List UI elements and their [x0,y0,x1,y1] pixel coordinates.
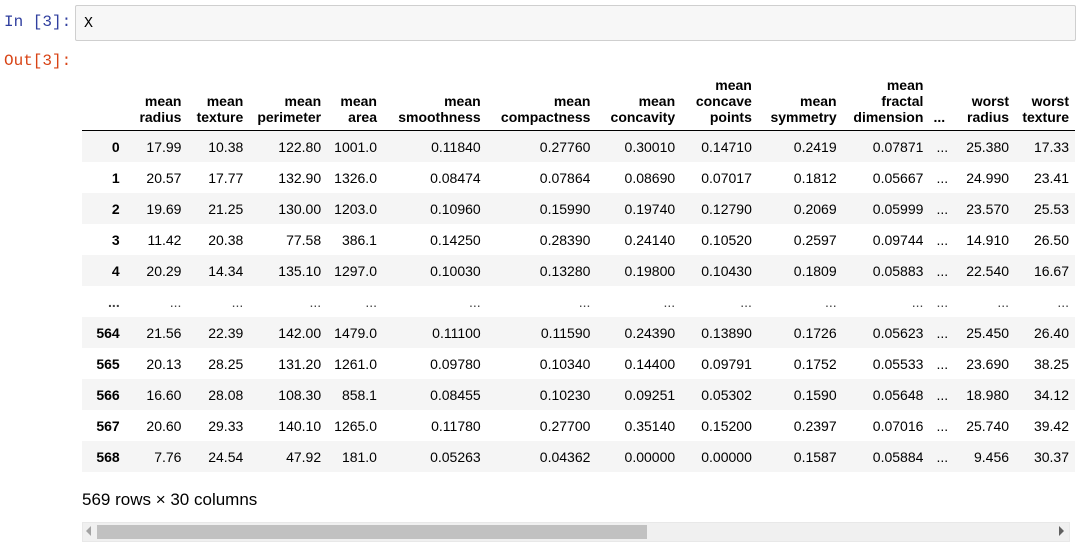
table-cell: 17.77 [208,169,244,186]
table-cell: 0.2069 [793,200,837,217]
column-header-line: worst [1031,93,1069,109]
column-header [126,66,188,131]
table-cell: 38.25 [1033,355,1069,372]
table-row [82,255,1075,286]
table-cell: 0.10520 [701,231,752,248]
column-header-line: mean [340,93,377,109]
table-cell: 0.1587 [793,448,837,465]
table-cell: 21.25 [208,200,244,217]
table-cell: ... [936,138,949,155]
column-header-line: mean [886,77,924,93]
table-cell: 135.10 [278,262,322,279]
table-cell: 0.14250 [430,231,481,248]
table-cell: 0.30010 [624,138,676,155]
dataframe-table [82,66,1075,472]
table-cell: 0.13280 [539,262,591,279]
table-cell: 21.56 [146,324,182,341]
table-cell: 0.15200 [701,417,752,434]
column-header [249,66,327,131]
table-cell: 132.90 [278,169,322,186]
table-cell: 7.76 [154,448,182,465]
table-cell: 0.07016 [872,417,924,434]
table-cell: 1203.0 [334,200,377,217]
column-header-line: perimeter [257,109,322,125]
table-cell: 0.07017 [701,169,752,186]
table-cell: 0.08690 [624,169,676,186]
table-cell: ... [469,293,481,310]
column-header [681,66,758,131]
horizontal-scrollbar[interactable] [82,522,1070,542]
table-cell: ... [997,293,1010,310]
column-header-line: texture [196,109,244,125]
table-cell: 0.2419 [793,138,837,155]
table-cell: 131.20 [278,355,322,372]
table-cell: 25.53 [1033,200,1069,217]
dataframe-output [82,66,1075,546]
table-cell: 0.04362 [539,448,591,465]
table-cell: 0.05648 [872,386,924,403]
table-cell: 0.11840 [431,138,481,155]
table-cell: 0.1812 [793,169,837,186]
table-cell: 20.13 [146,355,182,372]
table-cell: 17.33 [1033,138,1069,155]
table-cell: 0.05302 [701,386,752,403]
table-cell: 28.25 [208,355,244,372]
column-header [383,66,487,131]
table-cell: 0.05533 [872,355,924,372]
table-cell: 24.990 [966,169,1010,186]
table-cell: 0.09791 [701,355,752,372]
row-index: 566 [96,386,120,403]
column-header [843,66,930,131]
table-cell: 0.05263 [430,448,481,465]
table-cell: 25.740 [966,417,1010,434]
table-row [82,410,1075,441]
table-cell: ... [309,293,322,310]
table-cell: 0.10960 [430,200,481,217]
table-cell: 0.28390 [539,231,591,248]
table-cell: 0.24140 [624,231,676,248]
table-cell: ... [740,293,752,310]
table-cell: ... [936,448,949,465]
table-cell: 0.10230 [539,386,591,403]
table-cell: 0.05883 [872,262,924,279]
table-cell: 0.1590 [793,386,837,403]
table-cell: 0.12790 [701,200,752,217]
table-cell: 0.2397 [793,417,837,434]
row-index: 3 [111,231,120,248]
table-cell: 16.67 [1033,262,1069,279]
column-header [929,66,955,131]
column-header-line: area [348,109,377,125]
column-header-line: compactness [500,109,591,125]
index-header [82,66,126,131]
table-cell: 20.29 [146,262,182,279]
table-row [82,193,1075,224]
row-index: 567 [96,417,120,434]
table-cell: ... [936,355,949,372]
table-cell: 0.09251 [624,386,676,403]
table-cell: 0.07864 [539,169,591,186]
table-cell: 122.80 [278,138,322,155]
table-cell: ... [365,293,377,310]
row-index: 4 [111,262,120,279]
table-cell: 16.60 [146,386,182,403]
table-row [82,379,1075,410]
table-cell: ... [936,200,949,217]
column-header-line: mean [800,93,837,109]
table-cell: ... [663,293,676,310]
table-cell: 0.07871 [872,138,924,155]
table-cell: ... [911,293,924,310]
table-cell: 1297.0 [334,262,377,279]
table-cell: ... [936,293,949,310]
table-row [82,131,1075,163]
column-header [1015,66,1075,131]
table-cell: 23.690 [966,355,1010,372]
table-cell: 0.27700 [539,417,591,434]
table-header-row [82,66,1075,131]
row-index: 0 [111,138,120,155]
row-index: 1 [111,169,120,186]
table-cell: 1479.0 [334,324,377,341]
table-cell: 0.10340 [539,355,591,372]
table-cell: 0.1809 [793,262,837,279]
table-cell: 140.10 [278,417,322,434]
table-cell: 0.15990 [539,200,591,217]
table-cell: ... [936,324,949,341]
table-cell: 34.12 [1033,386,1069,403]
table-cell: 0.09780 [430,355,481,372]
table-cell: 10.38 [208,138,244,155]
table-cell: 20.38 [208,231,244,248]
table-cell: 142.00 [278,324,322,341]
table-cell: 47.92 [286,448,322,465]
code-input-cell[interactable]: X [75,5,1076,41]
table-cell: 108.30 [278,386,322,403]
scrollbar-thumb[interactable] [97,525,647,539]
table-cell: 0.11590 [540,324,591,341]
table-cell: 1261.0 [334,355,377,372]
table-cell: 0.27760 [539,138,591,155]
table-cell: 77.58 [286,231,322,248]
table-cell: 0.00000 [701,448,752,465]
table-cell: 25.380 [966,138,1010,155]
table-cell: 858.1 [341,386,377,403]
column-header-line: points [709,109,752,125]
table-cell: 0.05667 [872,169,924,186]
table-cell: 39.42 [1033,417,1069,434]
table-cell: 0.00000 [624,448,676,465]
table-cell: 23.41 [1033,169,1069,186]
table-cell: 0.05999 [872,200,924,217]
table-row [82,286,1075,317]
table-cell: ... [936,262,949,279]
table-cell: ... [231,293,244,310]
table-cell: 0.11780 [431,417,481,434]
table-cell: 20.60 [146,417,182,434]
table-cell: 0.10030 [430,262,481,279]
table-cell: 24.54 [208,448,244,465]
column-header [187,66,249,131]
row-index: 565 [96,355,120,372]
table-cell: 29.33 [208,417,244,434]
table-cell: ... [578,293,591,310]
column-header [955,66,1015,131]
table-cell: 0.19740 [624,200,676,217]
table-cell: 181.0 [341,448,377,465]
row-index: 568 [96,448,120,465]
table-cell: 20.57 [146,169,182,186]
column-header-line: concavity [610,109,676,125]
table-cell: 28.08 [208,386,244,403]
column-header-line: dimension [853,109,924,125]
column-header-line: worst [971,93,1010,109]
table-cell: 18.980 [966,386,1010,403]
table-cell: 1265.0 [334,417,377,434]
table-cell: 9.456 [973,448,1010,465]
column-header [487,66,597,131]
table-cell: 0.14710 [701,138,752,155]
row-index: 2 [111,200,120,217]
table-cell: ... [936,169,949,186]
table-cell: 26.40 [1033,324,1069,341]
table-row [82,348,1075,379]
table-cell: 0.1726 [793,324,837,341]
column-header-line: concave [695,93,752,109]
table-cell: 14.34 [208,262,244,279]
table-cell: ... [936,417,949,434]
column-header [596,66,681,131]
row-index: 564 [96,324,120,341]
table-row [82,224,1075,255]
table-row [82,441,1075,472]
table-cell: ... [1057,293,1069,310]
table-cell: 11.42 [147,231,182,248]
table-cell: ... [936,231,949,248]
column-header-line: mean [638,93,676,109]
table-cell: 25.450 [966,324,1010,341]
input-prompt: In [3]: [4,13,72,31]
column-header-line: smoothness [398,109,481,125]
column-header [327,66,383,131]
column-header-line: ... [933,109,946,125]
table-cell: 0.14400 [624,355,676,372]
table-cell: ... [936,386,949,403]
table-cell: 0.08455 [430,386,481,403]
table-cell: 0.13890 [701,324,752,341]
column-header-line: radius [139,109,182,125]
table-cell: 0.1752 [793,355,837,372]
table-cell: 0.35140 [624,417,676,434]
table-cell: ... [169,293,182,310]
table-cell: 0.24390 [624,324,676,341]
dataframe-shape: 569 rows × 30 columns [82,490,258,509]
table-cell: 26.50 [1033,231,1069,248]
column-header-line: radius [967,109,1010,125]
column-header-line: symmetry [770,109,837,125]
table-cell: 0.19800 [624,262,676,279]
table-row [82,317,1075,348]
table-cell: 17.99 [146,138,182,155]
column-header-line: mean [206,93,244,109]
table-cell: 23.570 [966,200,1010,217]
column-header-line: texture [1022,109,1069,125]
table-cell: 19.69 [146,200,182,217]
column-header-line: fractal [881,93,924,109]
row-index: ... [108,293,120,310]
table-cell: 0.10430 [701,262,752,279]
table-cell: 0.08474 [430,169,481,186]
table-cell: 0.11100 [432,324,481,341]
table-row [82,162,1075,193]
table-cell: 0.2597 [793,231,837,248]
column-header-line: mean [284,93,322,109]
column-header-line: mean [444,93,481,109]
column-header-line: mean [144,93,182,109]
table-cell: 0.09744 [872,231,924,248]
column-header-line: mean [715,77,752,93]
column-header-line: mean [553,93,591,109]
table-cell: 386.1 [341,231,377,248]
output-prompt: Out[3]: [4,52,72,70]
scroll-left-arrow-icon[interactable] [86,526,91,536]
table-cell: 14.910 [966,231,1010,248]
table-cell: 30.37 [1033,448,1069,465]
table-cell: ... [824,293,837,310]
table-cell: 1326.0 [334,169,377,186]
table-cell: 0.05623 [872,324,924,341]
table-cell: 22.39 [208,324,244,341]
table-cell: 0.05884 [872,448,924,465]
scroll-right-arrow-icon[interactable] [1059,526,1064,536]
table-cell: 22.540 [966,262,1010,279]
table-cell: 130.00 [278,200,322,217]
column-header [758,66,843,131]
table-cell: 1001.0 [334,138,377,155]
